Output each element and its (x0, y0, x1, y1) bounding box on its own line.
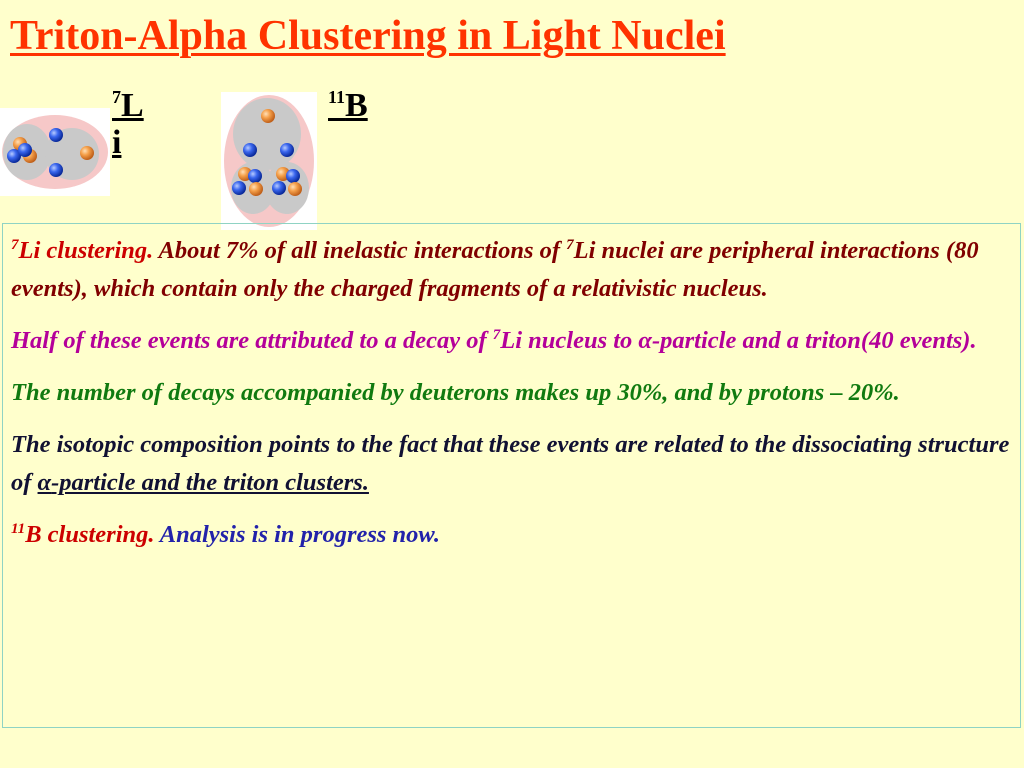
text-panel (2, 223, 1021, 728)
b11-upper-cluster (233, 98, 301, 170)
li7-label: $^7$L i (112, 87, 144, 161)
isotopic-paragraph: The isotopic composition points to the fact that these events are related to the dissociating structure of α-particle and the triton clusters. (11, 430, 1010, 496)
alpha-symbol: α (37, 468, 52, 496)
neutron-particle (272, 181, 286, 195)
slide-title: Triton-Alpha Clustering in Light Nuclei (10, 13, 726, 59)
b11-clustering-paragraph: $^{11}$B clustering. Analysis is in progress now. (11, 520, 440, 548)
alpha-symbol: α (638, 326, 652, 354)
decay-paragraph: Half of these events are attributed to a decay of $^7$Li nucleus to α-particle and a triton(40 events). (11, 326, 977, 354)
b11-cluster-diagram (221, 92, 317, 230)
li7-clustering-lead: $^7$Li clustering. (11, 237, 154, 264)
neutron-particle (248, 169, 262, 183)
neutron-particle (49, 163, 63, 177)
li7-cluster-diagram (0, 108, 110, 196)
proton-particle (80, 146, 94, 160)
b11-clustering-lead: $^{11}$B clustering. (11, 520, 155, 548)
deuteron-paragraph: The number of decays accompanied by deuterons makes up 30%, and by protons – 20%. (11, 378, 900, 406)
neutron-particle (18, 143, 32, 157)
neutron-particle (286, 169, 300, 183)
neutron-particle (280, 143, 294, 157)
cluster-structure-phrase: α-particle and the triton clusters. (37, 468, 369, 496)
li7-clustering-paragraph: $^7$Li clustering. About 7% of all inelastic interactions of $^7$Li nuclei are peripheral interactions (80 events), which contain only the charged fragments of a relativistic nucleus. (11, 237, 979, 302)
neutron-particle (243, 143, 257, 157)
proton-particle (249, 182, 263, 196)
proton-particle (261, 109, 275, 123)
b11-label: $^{11}$B (328, 87, 368, 124)
neutron-particle (232, 181, 246, 195)
proton-particle (288, 182, 302, 196)
neutron-particle (49, 128, 63, 142)
